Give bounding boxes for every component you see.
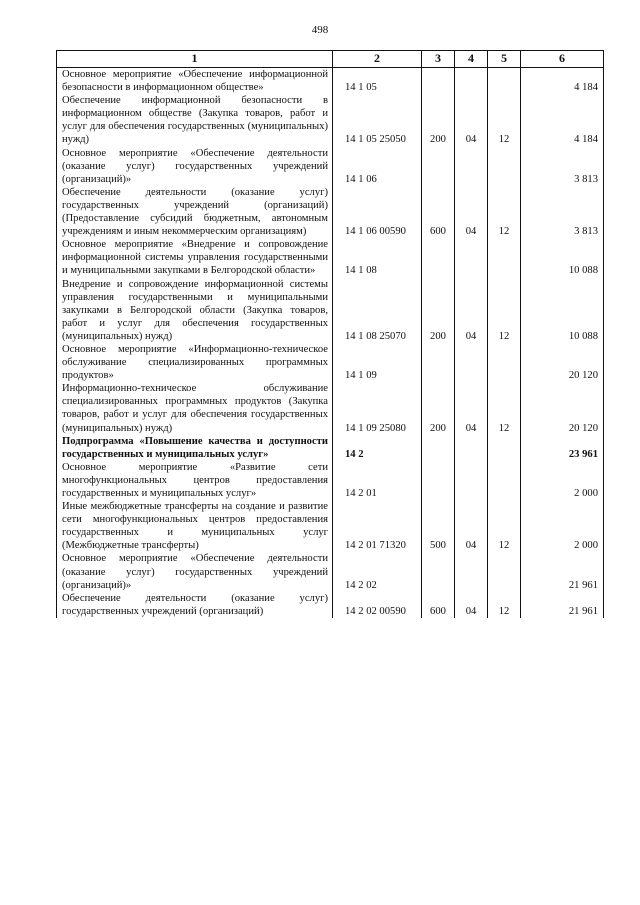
row-amount: 20 120 xyxy=(521,382,604,434)
header-row xyxy=(57,51,604,68)
row-section: 04 xyxy=(455,500,488,552)
row-section xyxy=(455,435,488,461)
row-subsection xyxy=(488,461,521,500)
row-code: 14 1 06 xyxy=(333,147,422,186)
table-row xyxy=(57,186,604,238)
row-code: 14 1 05 xyxy=(333,68,422,95)
subprogram-row xyxy=(57,435,604,461)
row-amount: 21 961 xyxy=(521,592,604,618)
row-subsection: 12 xyxy=(488,186,521,238)
row-amount: 21 961 xyxy=(521,552,604,591)
row-section: 04 xyxy=(455,186,488,238)
row-code: 14 1 08 xyxy=(333,238,422,277)
table-row xyxy=(57,238,604,277)
row-subsection: 12 xyxy=(488,500,521,552)
row-subsection xyxy=(488,238,521,277)
table-row xyxy=(57,94,604,146)
row-name: Информационно-техническое обслуживание специализированных программных продуктов (Закупка товаров, работ и услуг для обеспечения государственных (муниципальных) нужд) xyxy=(57,382,333,434)
header-col-3: 3 xyxy=(422,51,455,68)
row-code: 14 1 08 25070 xyxy=(333,278,422,343)
row-type: 600 xyxy=(422,592,455,618)
row-name: Подпрограмма «Повышение качества и доступности государственных и муниципальных услуг» xyxy=(57,435,333,461)
row-code: 14 1 09 xyxy=(333,343,422,382)
row-section: 04 xyxy=(455,94,488,146)
row-type xyxy=(422,68,455,95)
row-name: Обеспечение информационной безопасности в информационном обществе (Закупка товаров, работ и услуг для обеспечения государственных (муниципальных) нужд) xyxy=(57,94,333,146)
row-amount: 3 813 xyxy=(521,147,604,186)
row-name: Обеспечение деятельности (оказание услуг) государственных учреждений (организаций) xyxy=(57,592,333,618)
table-row xyxy=(57,500,604,552)
row-section xyxy=(455,343,488,382)
header-col-2: 2 xyxy=(333,51,422,68)
row-section: 04 xyxy=(455,278,488,343)
table-row xyxy=(57,68,604,95)
row-type xyxy=(422,238,455,277)
row-amount: 3 813 xyxy=(521,186,604,238)
row-code: 14 1 05 25050 xyxy=(333,94,422,146)
row-subsection: 12 xyxy=(488,94,521,146)
row-name: Обеспечение деятельности (оказание услуг) государственных учреждений (организаций) (Предоставление субсидий бюджетным, автономным учреждениям и иным некоммерческим организациям) xyxy=(57,186,333,238)
table-row xyxy=(57,382,604,434)
row-subsection xyxy=(488,68,521,95)
table-row xyxy=(57,343,604,382)
row-section xyxy=(455,68,488,95)
row-name: Основное мероприятие «Обеспечение деятельности (оказание услуг) государственных учреждений (организаций)» xyxy=(57,147,333,186)
row-type: 200 xyxy=(422,278,455,343)
row-section xyxy=(455,238,488,277)
row-subsection xyxy=(488,343,521,382)
row-amount: 23 961 xyxy=(521,435,604,461)
row-code: 14 2 02 00590 xyxy=(333,592,422,618)
row-type xyxy=(422,435,455,461)
row-type xyxy=(422,147,455,186)
row-name: Основное мероприятие «Информационно-техническое обслуживание специализированных программных продуктов» xyxy=(57,343,333,382)
row-subsection xyxy=(488,147,521,186)
row-name: Внедрение и сопровождение информационной системы управления государственными и муниципальными закупками в Белгородской области (Закупка товаров, работ и услуг для обеспечения государственных (муниципальных) нужд) xyxy=(57,278,333,343)
row-amount: 2 000 xyxy=(521,500,604,552)
row-amount: 4 184 xyxy=(521,94,604,146)
budget-table xyxy=(56,50,604,618)
row-subsection: 12 xyxy=(488,592,521,618)
row-type: 200 xyxy=(422,382,455,434)
row-amount: 10 088 xyxy=(521,238,604,277)
row-code: 14 2 01 xyxy=(333,461,422,500)
table-row xyxy=(57,278,604,343)
header-col-4: 4 xyxy=(455,51,488,68)
row-subsection: 12 xyxy=(488,278,521,343)
row-amount: 20 120 xyxy=(521,343,604,382)
row-section xyxy=(455,461,488,500)
row-section: 04 xyxy=(455,382,488,434)
row-subsection: 12 xyxy=(488,382,521,434)
row-type: 500 xyxy=(422,500,455,552)
row-code: 14 2 xyxy=(333,435,422,461)
row-code: 14 2 01 71320 xyxy=(333,500,422,552)
row-type: 600 xyxy=(422,186,455,238)
row-subsection xyxy=(488,435,521,461)
row-amount: 10 088 xyxy=(521,278,604,343)
row-code: 14 1 09 25080 xyxy=(333,382,422,434)
row-code: 14 1 06 00590 xyxy=(333,186,422,238)
row-subsection xyxy=(488,552,521,591)
header-col-6: 6 xyxy=(521,51,604,68)
row-name: Основное мероприятие «Развитие сети многофункциональных центров предоставления государственных и муниципальных услуг» xyxy=(57,461,333,500)
table-row xyxy=(57,461,604,500)
row-type: 200 xyxy=(422,94,455,146)
header-col-5: 5 xyxy=(488,51,521,68)
row-name: Основное мероприятие «Обеспечение деятельности (оказание услуг) государственных учреждений (организаций)» xyxy=(57,552,333,591)
budget-table-container xyxy=(56,50,603,618)
row-amount: 4 184 xyxy=(521,68,604,95)
row-section: 04 xyxy=(455,592,488,618)
row-name: Основное мероприятие «Внедрение и сопровождение информационной системы управления государственными и муниципальными закупками в Белгородской области» xyxy=(57,238,333,277)
table-row xyxy=(57,592,604,618)
row-type xyxy=(422,552,455,591)
header-col-1: 1 xyxy=(57,51,333,68)
row-section xyxy=(455,147,488,186)
row-code: 14 2 02 xyxy=(333,552,422,591)
row-section xyxy=(455,552,488,591)
page-number: 498 xyxy=(311,24,329,36)
row-name: Основное мероприятие «Обеспечение информационной безопасности в информационном обществе» xyxy=(57,68,333,95)
row-type xyxy=(422,461,455,500)
row-type xyxy=(422,343,455,382)
row-amount: 2 000 xyxy=(521,461,604,500)
table-row xyxy=(57,552,604,591)
table-row xyxy=(57,147,604,186)
row-name: Иные межбюджетные трансферты на создание и развитие сети многофункциональных центров предоставления государственных и муниципальных услуг (Межбюджетные трансферты) xyxy=(57,500,333,552)
